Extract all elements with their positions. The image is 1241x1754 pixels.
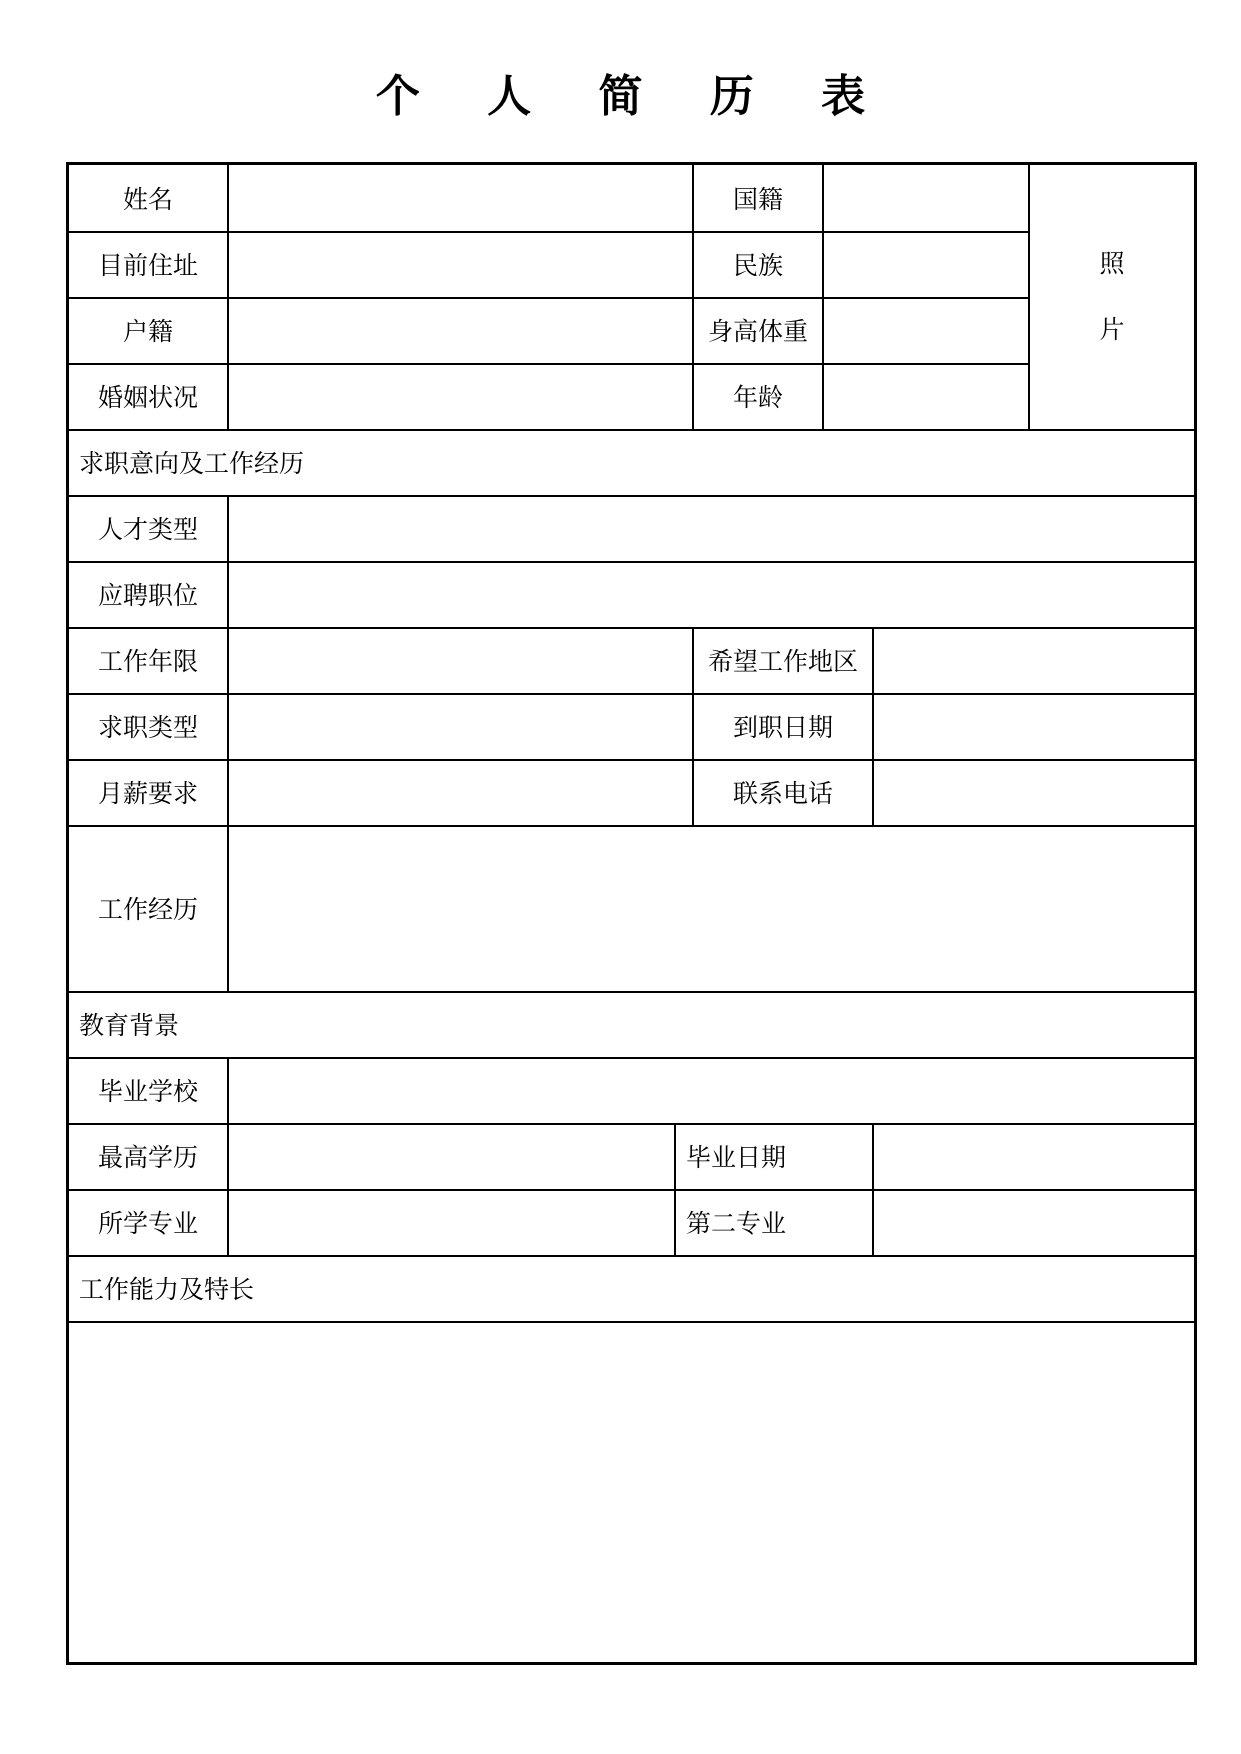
- address-label: 目前住址: [97, 251, 198, 280]
- second-major-label: 第二专业: [686, 1209, 787, 1238]
- talent-type-field[interactable]: [229, 495, 1194, 561]
- second-major-field[interactable]: [874, 1189, 1194, 1255]
- region-label: 希望工作地区: [707, 647, 858, 676]
- years-label: 工作年限: [97, 647, 198, 676]
- hukou-label: 户籍: [122, 317, 173, 346]
- grad-date-label: 毕业日期: [686, 1143, 787, 1172]
- height-weight-label: 身高体重: [707, 317, 808, 346]
- page-title: 个 人 简 历 表: [375, 71, 892, 122]
- education-section-title: 教育背景: [79, 1011, 180, 1040]
- salary-label: 月薪要求: [97, 779, 198, 808]
- major-label: 所学专业: [97, 1209, 198, 1238]
- photo-label-line1: 照: [1099, 249, 1125, 278]
- name-label: 姓名: [122, 185, 173, 214]
- phone-label: 联系电话: [732, 779, 833, 808]
- school-label: 毕业学校: [97, 1077, 198, 1106]
- nationality-field[interactable]: [824, 165, 1028, 231]
- ethnicity-field[interactable]: [824, 231, 1028, 297]
- years-field[interactable]: [229, 627, 692, 693]
- experience-label: 工作经历: [97, 895, 198, 924]
- job-type-label: 求职类型: [97, 713, 198, 742]
- name-field[interactable]: [229, 165, 692, 231]
- skills-field[interactable]: [69, 1323, 1194, 1662]
- degree-field[interactable]: [229, 1123, 674, 1189]
- nationality-label: 国籍: [732, 185, 783, 214]
- age-label: 年龄: [732, 383, 783, 412]
- talent-type-label: 人才类型: [97, 515, 198, 544]
- start-date-label: 到职日期: [732, 713, 833, 742]
- height-weight-field[interactable]: [824, 297, 1028, 363]
- age-field[interactable]: [824, 363, 1028, 429]
- ethnicity-label: 民族: [732, 251, 783, 280]
- marital-field[interactable]: [229, 363, 692, 429]
- job-section-title: 求职意向及工作经历: [79, 449, 305, 478]
- position-label: 应聘职位: [97, 581, 198, 610]
- resume-form: [66, 162, 1197, 1665]
- hukou-field[interactable]: [229, 297, 692, 363]
- major-field[interactable]: [229, 1189, 674, 1255]
- address-field[interactable]: [229, 231, 692, 297]
- degree-label: 最高学历: [97, 1143, 198, 1172]
- skills-section-title: 工作能力及特长: [79, 1275, 255, 1304]
- school-field[interactable]: [229, 1057, 1194, 1123]
- grad-date-field[interactable]: [874, 1123, 1194, 1189]
- photo-label-line2: 片: [1099, 315, 1125, 344]
- phone-field[interactable]: [874, 759, 1194, 825]
- position-field[interactable]: [229, 561, 1194, 627]
- photo-box[interactable]: [1030, 165, 1194, 429]
- marital-label: 婚姻状况: [97, 383, 198, 412]
- experience-field[interactable]: [229, 825, 1194, 991]
- salary-field[interactable]: [229, 759, 692, 825]
- region-field[interactable]: [874, 627, 1194, 693]
- job-type-field[interactable]: [229, 693, 692, 759]
- start-date-field[interactable]: [874, 693, 1194, 759]
